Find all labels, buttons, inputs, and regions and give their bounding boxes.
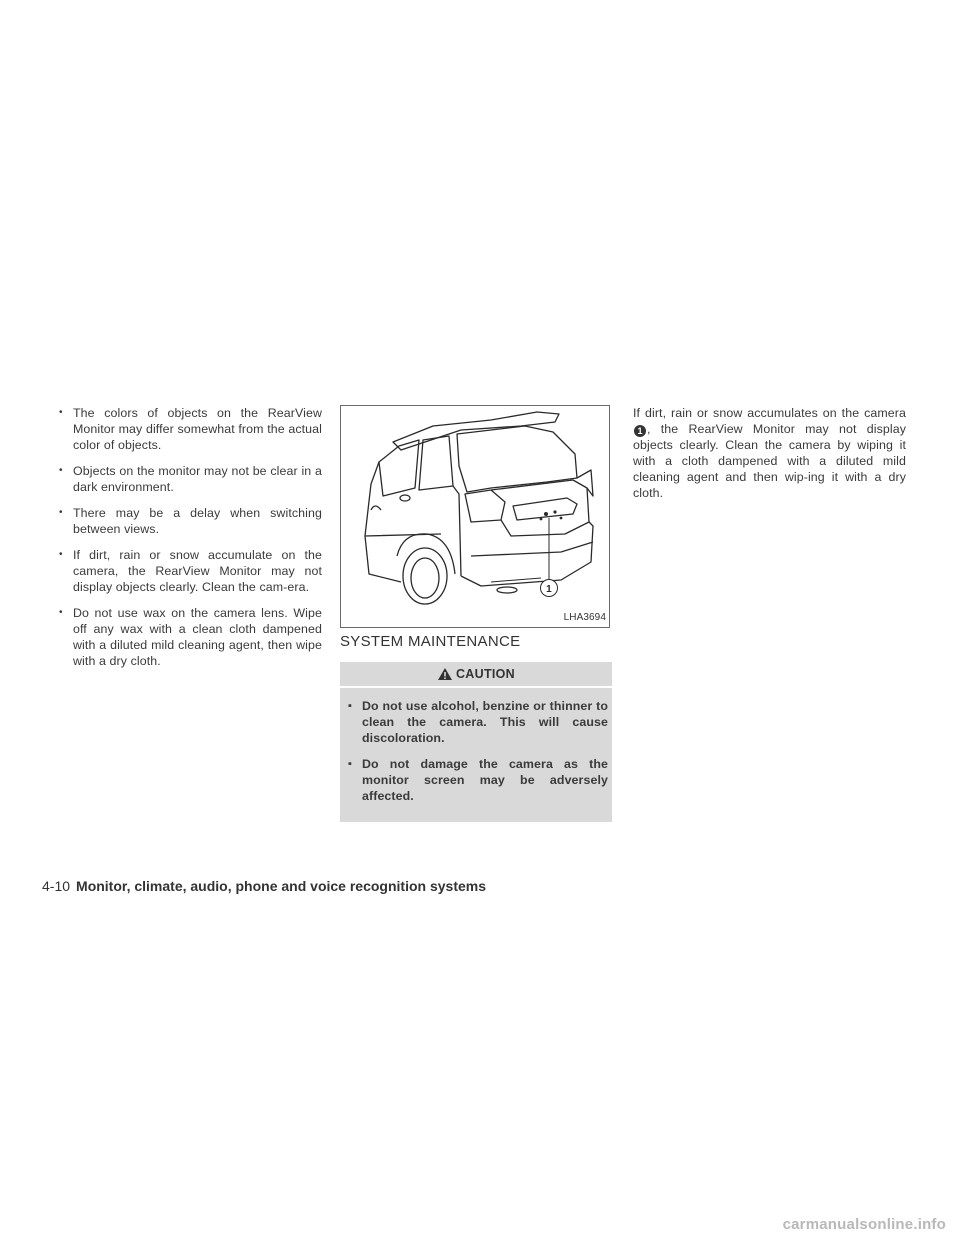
- right-column: [633, 405, 906, 501]
- caution-box: [340, 662, 612, 822]
- section-heading: SYSTEM MAINTENANCE: [340, 633, 521, 650]
- page-number: 4-10: [42, 878, 71, 894]
- info-bullet-list: [57, 405, 322, 669]
- page-footer: [42, 878, 486, 894]
- caution-header: [340, 662, 612, 688]
- paragraph-text: , the RearView Monitor may not display objects clearly. Clean the camera by wiping it with a cloth dampened with a diluted mild cleaning agent and then wip-ing it with a dry cloth.: [633, 422, 906, 500]
- bullet-item: • Objects on the monitor may not be clear in a dark environment.: [57, 463, 322, 495]
- caution-item: ▪ Do not use alcohol, benzine or thinner to clean the camera. This will cause discoloration.: [348, 698, 608, 746]
- warning-icon: [437, 667, 453, 681]
- callout-marker: 1: [634, 425, 646, 437]
- callout-number: 1: [546, 584, 552, 595]
- bullet-item: • There may be a delay when switching between views.: [57, 505, 322, 537]
- left-column: [57, 405, 322, 679]
- figure-code: LHA3694: [563, 612, 606, 623]
- watermark: carmanualsonline.info: [782, 1216, 946, 1233]
- caution-item: ▪ Do not damage the camera as the monitor screen may be adversely affected.: [348, 756, 608, 804]
- camera-location-figure: [340, 405, 610, 628]
- middle-column: [340, 405, 612, 822]
- bullet-item: • Do not use wax on the camera lens. Wipe off any wax with a clean cloth dampened with a diluted mild cleaning agent, then wipe with a dry cloth.: [57, 605, 322, 669]
- vehicle-rear-illustration: [341, 406, 611, 629]
- chapter-title: Monitor, climate, audio, phone and voice recognition systems: [76, 878, 486, 894]
- paragraph-text: If dirt, rain or snow accumulates on the camera: [633, 406, 906, 420]
- maintenance-paragraph: [633, 405, 906, 501]
- caution-title: CAUTION: [455, 667, 516, 681]
- caution-list: [340, 688, 612, 804]
- bullet-item: • If dirt, rain or snow accumulate on the camera, the RearView Monitor may not display objects clearly. Clean the cam-era.: [57, 547, 322, 595]
- bullet-item: • The colors of objects on the RearView Monitor may differ somewhat from the actual color of objects.: [57, 405, 322, 453]
